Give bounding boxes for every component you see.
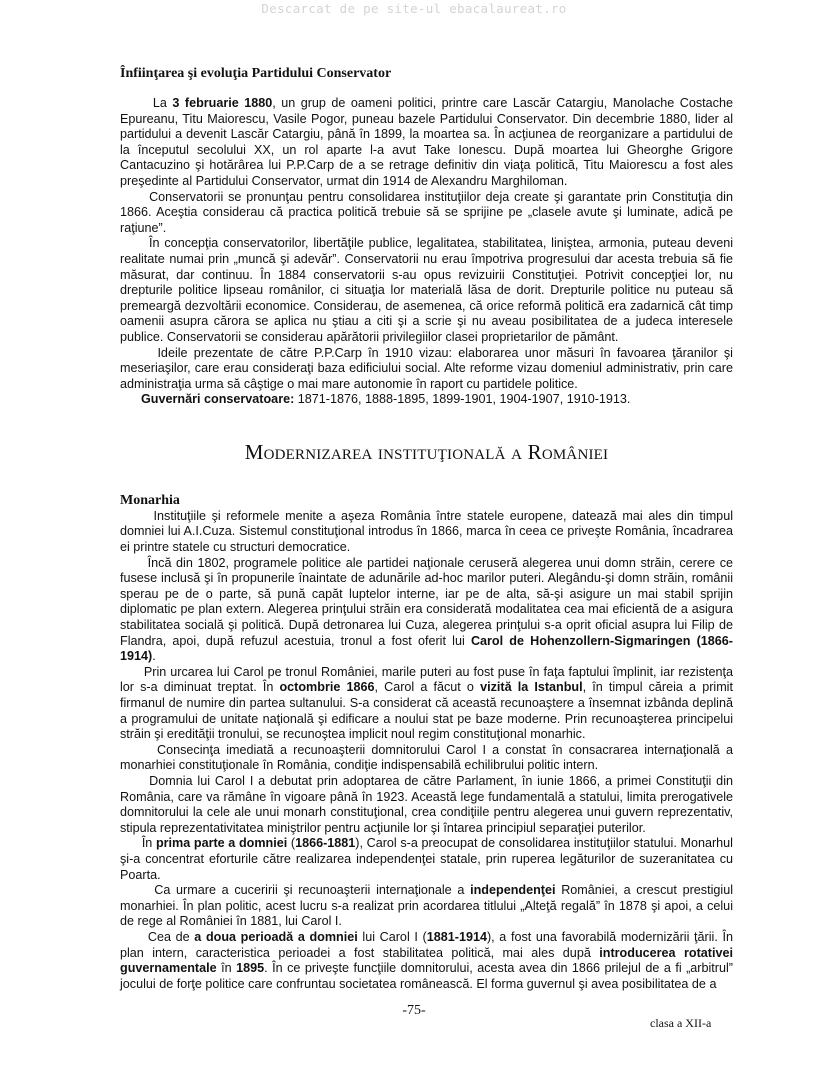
paragraph: În concepţia conservatorilor, libertăţile publice, legalitatea, stabilitatea, liniştea, armonia, puteau deveni realitate numai prin „muncă şi adevăr”. Conservatorii nu erau împotriva progresului dar acesta trebuia să fie măsurat, dar continuu. În 1884 conservatorii s-au opus revizuirii Constituţiei. Potrivit concepţiei lor, nu drepturile politice lipseau românilor, ci situaţia lor materială lăsa de dorit. Drepturile politice nu puteau să premeargă dezvoltării economice. Considerau, de asemenea, că orice reformă politică era zadarnică cât timp oamenii asupra cărora se aplica nu ştiau a citi şi a scrie şi nu aveau posibilitatea de a judeca interesele publice. Conservatorii se considerau apărătorii privilegiilor clasei proprietarilor de pământ. <box>120 236 734 344</box>
paragraph: Încă din 1802, programele politice ale partidei naţionale ceruseră alegerea unui domn străin, cerere ce fusese inclusă şi în propunerile înaintate de adunările ad-hoc marilor puteri. Alegându-şi domn străin, românii sperau pe de o parte, să pună capăt luptelor interne, iar pe de alta, să-şi asigure un mai stabil sprijin diplomatic pe plan extern. Alegerea prinţului străin era considerată modalitatea cea mai eficientă de a asigura stabilitatea socială şi politică. După detronarea lui Cuza, alegerea prinţului s-a oprit oficial asupra lui Filip de Flandra, apoi, după refuzul acestuia, tronul a fost oferit lui Carol de Hohenzollern-Sigmaringen (1866-1914). <box>120 555 733 664</box>
paragraph: Ca urmare a cuceririi şi recunoaşterii internaţionale a independenţei României, a crescut prestigiul monarhiei. În plan politic, acest lucru s-a realizat prin acordarea titlului „Alteţă regală” în 1878 şi apoi, a celui de rege al României în 1881, lui Carol I. <box>120 883 734 929</box>
paragraph: Prin urcarea lui Carol pe tronul României, marile puteri au fost puse în faţa faptului împlinit, iar rezistenţa lor s-a diminuat treptat. În octombrie 1866, Carol a făcut o vizită la Istanbul, în timpul căreia a primit firmanul de numire din partea sultanului. S-a considerat că această recunoaştere a însemnat izbânda deplină a programului de unitate naţională şi edificare a noului stat pe baze moderne. Prin recunoaşterea principelui străin şi eredităţii tronului, se recunoştea implicit noul regim constituţional monarhic. <box>120 664 733 742</box>
page-number: -75- <box>402 1003 426 1018</box>
watermark: Descarcat de pe site-ul ebacalaureat.ro <box>261 1 567 16</box>
paragraph: Ideile prezentate de către P.P.Carp în 1910 vizau: elaborarea unor măsuri în favoarea ţăranilor şi meseriaşilor, care erau consideraţi baza edificiului social. Alte reforme vizau domeniul administrativ, prin care administraţia urma să câştige o mai mare autonomie în raport cu partidele politice. <box>120 345 733 391</box>
page-content <box>120 66 733 992</box>
paragraph: Guvernări conservatoare: 1871-1876, 1888-1895, 1899-1901, 1904-1907, 1910-1913. <box>141 392 631 407</box>
paragraph: Consecinţa imediată a recunoaşterii domnitorului Carol I a constat în consacrarea internaţională a monarhiei constituţionale în România, condiţie indispensabilă echilibrului politic intern. <box>120 742 733 773</box>
paragraph: Conservatorii se pronunţau pentru consolidarea instituţiilor deja create şi garantate prin Constituţia din 1866. Aceştia considerau că practica politică trebuie să se sprijine pe „clasele avute şi luminate, adică pe raţiune”. <box>120 189 733 235</box>
section-title-monarhia: Monarhia <box>120 492 180 508</box>
chapter-title: Modernizarea instituţională a României <box>244 439 609 464</box>
paragraph: În prima parte a domniei (1866-1881), Carol s-a preocupat de consolidarea instituţiilor statului. Monarhul şi-a concentrat eforturile către realizarea independenţei statale, prin ruperea legăturilor de suzeranitatea cu Poarta. <box>120 836 733 882</box>
class-label: clasa a XII-a <box>650 1016 712 1030</box>
paragraph: Cea de a doua perioadă a domniei lui Carol I (1881-1914), a fost una favorabilă modernizării ţării. În plan intern, caracteristica perioadei a fost stabilitatea politică, mai ales după introducerea rotativei guvernamentale în 1895. În ce priveşte funcţiile domnitorului, acesta avea din 1866 prilejul de a fi „arbitrul” jocului de forţe politice care confruntau societatea românească. El forma guvernul şi avea posibilitatea de a <box>120 929 733 991</box>
paragraph: Instituţiile şi reformele menite a aşeza România între statele europene, datează mai ales din timpul domniei lui A.I.Cuza. Sistemul constituţional introdus în 1866, marca în ceea ce priveşte România, încadrarea ei printre statele cu structuri democratice. <box>120 508 733 555</box>
section-title-conservator: Înfiinţarea şi evoluţia Partidului Conservator <box>120 66 392 81</box>
paragraph: La 3 februarie 1880, un grup de oameni politici, printre care Lascăr Catargiu, Manolache Costache Epureanu, Titu Maiorescu, Vasile Pogor, puneau bazele Partidului Conservator. Din decembrie 1880, lider al partidului a devenit Lascăr Catargiu, până în 1899, la moartea sa. În acţiunea de reorganizare a partidului de la începutul secolului XX, un rol aparte l-a avut Take Ionescu. După moartea lui Gheorghe Grigore Cantacuzino şi hotărârea lui P.P.Carp de a se retrage definitiv din viaţa politică, Titu Maiorescu a fost ales preşedinte al Partidului Conservator, urmat din 1914 de Alexandru Marghiloman. <box>120 96 733 188</box>
paragraph: Domnia lui Carol I a debutat prin adoptarea de către Parlament, în iunie 1866, a primei Constituţii din România, care va rămâne în vigoare până în 1923. Această lege fundamentală a statului, limita prerogativele domnitorului la cele ale unui monarh constituţional, crea condiţiile pentru alegerea unui guvern reprezentativ, stipula reprezentativitatea miniştrilor pentru acţiunile lor şi întarea principiul separaţiei puterilor. <box>120 773 733 835</box>
